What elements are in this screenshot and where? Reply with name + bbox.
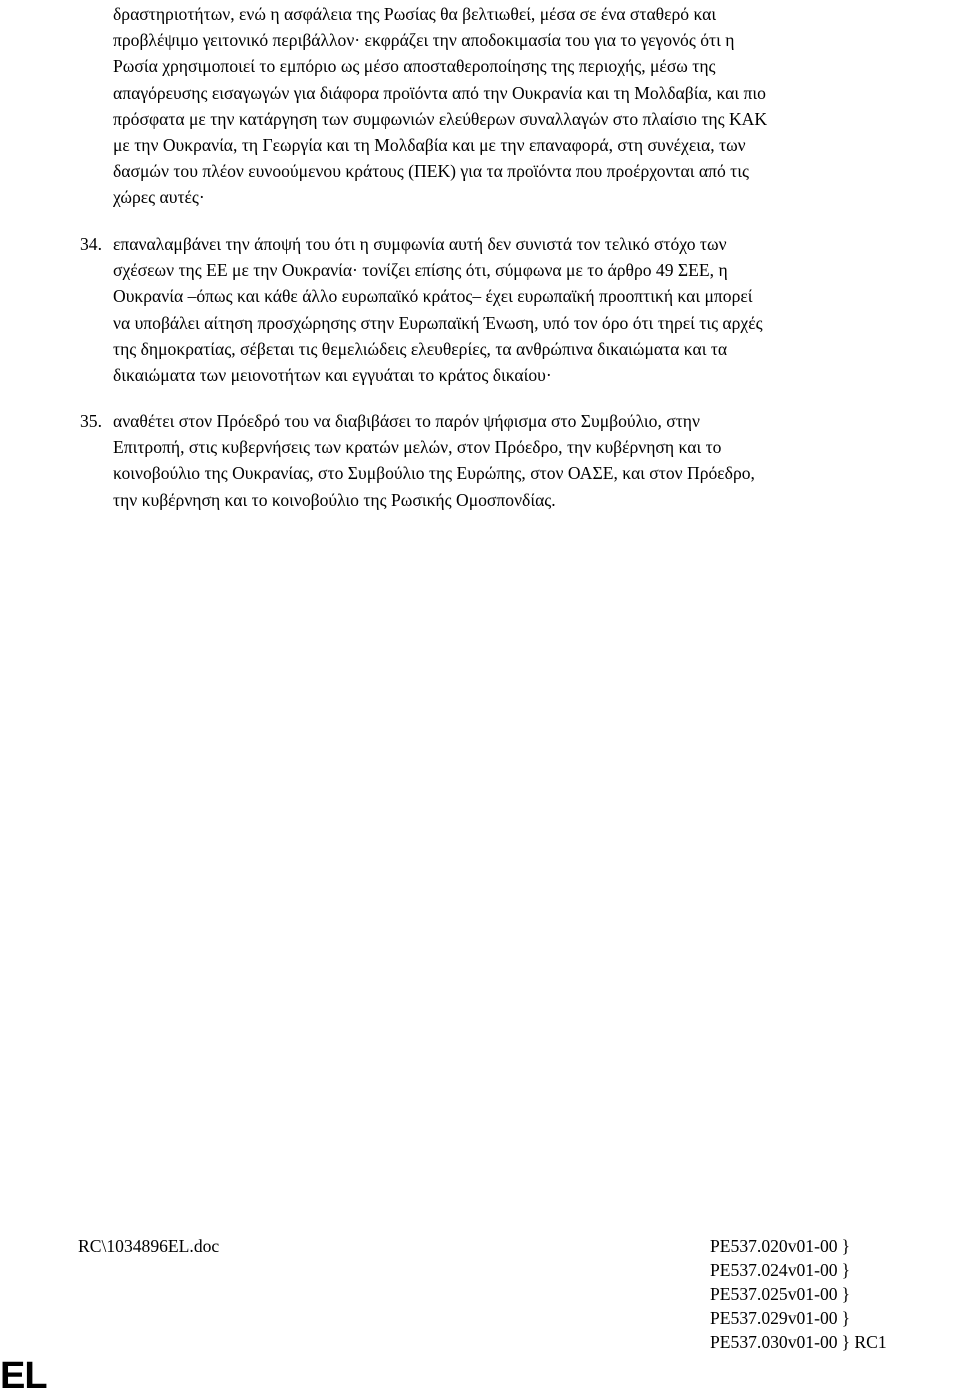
text-line: αναθέτει στον Πρόεδρό του να διαβιβάσει το παρόν ψήφισμα στο Συμβούλιο, στην [113, 411, 700, 431]
text-line: δικαιώματα των μειονοτήτων και εγγυάται το κράτος δικαίου· [113, 365, 552, 386]
pe-reference-code: PE537.025v01-00 [710, 1283, 838, 1304]
brace-glyph: } [841, 1283, 851, 1304]
paragraph-number: 35. [80, 411, 102, 431]
pe-reference [710, 1331, 887, 1355]
text-line: Ουκρανία –όπως και κάθε άλλο ευρωπαϊκό κράτος– έχει ευρωπαϊκή προοπτική και μπορεί [113, 286, 753, 307]
paragraph-34 [80, 231, 953, 388]
text-line: δασμών του πλέον ευνοούμενου κράτους (ΠΕΚ) για τα προϊόντα που προέρχονται από τις [113, 161, 749, 182]
footer-document-reference: RC\1034896EL.doc [78, 1236, 220, 1256]
text-line: δραστηριοτήτων, ενώ η ασφάλεια της Ρωσίας θα βελτιωθεί, μέσα σε ένα σταθερό και [113, 4, 717, 24]
text-line: με την Ουκρανία, τη Γεωργία και τη Μολδαβία και με την επαναφορά, στη συνέχεια, των [113, 135, 746, 156]
text-line: Ρωσία χρησιμοποιεί το εμπόριο ως μέσο αποσταθεροποίησης της περιοχής, μέσω της [113, 56, 716, 77]
footer-pe-references [710, 1235, 887, 1355]
text-line: να υποβάλει αίτηση προσχώρησης στην Ευρωπαϊκή Ένωση, υπό τον όρο ότι τηρεί τις αρχές [113, 312, 763, 333]
text-line: την κυβέρνηση και το κοινοβούλιο της Ρωσικής Ομοσπονδίας. [113, 489, 556, 510]
brace-glyph: } [841, 1236, 851, 1256]
brace-glyph: } [841, 1307, 851, 1328]
brace-glyph: } [841, 1259, 851, 1280]
pe-reference [710, 1235, 887, 1259]
paragraph-35 [80, 408, 953, 513]
text-line: χώρες αυτές· [113, 187, 205, 208]
text-line: σχέσεων της ΕΕ με την Ουκρανία· τονίζει επίσης ότι, σύμφωνα με το άρθρο 49 ΣΕΕ, η [113, 260, 728, 281]
pe-reference [710, 1283, 887, 1307]
pe-reference-code: PE537.020v01-00 [710, 1236, 838, 1256]
text-line: κοινοβούλιο της Ουκρανίας, στο Συμβούλιο της Ευρώπης, στον ΟΑΣΕ, και στον Πρόεδρο, [113, 463, 755, 484]
pe-reference [710, 1307, 887, 1331]
intro-paragraph [113, 1, 953, 211]
text-line: προβλέψιμο γειτονικό περιβάλλον· εκφράζει την αποδοκιμασία του για το γεγονός ότι η [113, 30, 735, 51]
text-line: επαναλαμβάνει την άποψή του ότι η συμφωνία αυτή δεν συνιστά τον τελικό στόχο των [113, 234, 727, 254]
language-code: EL [0, 1355, 47, 1397]
brace-glyph: } [841, 1331, 851, 1352]
pe-reference-code: PE537.024v01-00 [710, 1259, 838, 1280]
text-line: της δημοκρατίας, σέβεται τις θεμελιώδεις ελευθερίες, τα ανθρώπινα δικαιώματα και τα [113, 338, 728, 359]
pe-reference-code: PE537.029v01-00 [710, 1307, 838, 1328]
paragraph-number: 34. [80, 234, 102, 254]
text-line: πρόσφατα με την κατάργηση των συμφωνιών ελεύθερων συναλλαγών στο πλαίσιο της ΚΑΚ [113, 108, 768, 129]
pe-reference [710, 1259, 887, 1283]
rc-suffix: RC1 [854, 1331, 887, 1352]
text-line: Επιτροπή, στις κυβερνήσεις των κρατών μελών, στον Πρόεδρο, την κυβέρνηση και το [113, 437, 722, 458]
pe-reference-code: PE537.030v01-00 [710, 1331, 838, 1352]
text-line: απαγόρευσης εισαγωγών για διάφορα προϊόντα από την Ουκρανία και τη Μολδαβία, και πιο [113, 82, 766, 103]
